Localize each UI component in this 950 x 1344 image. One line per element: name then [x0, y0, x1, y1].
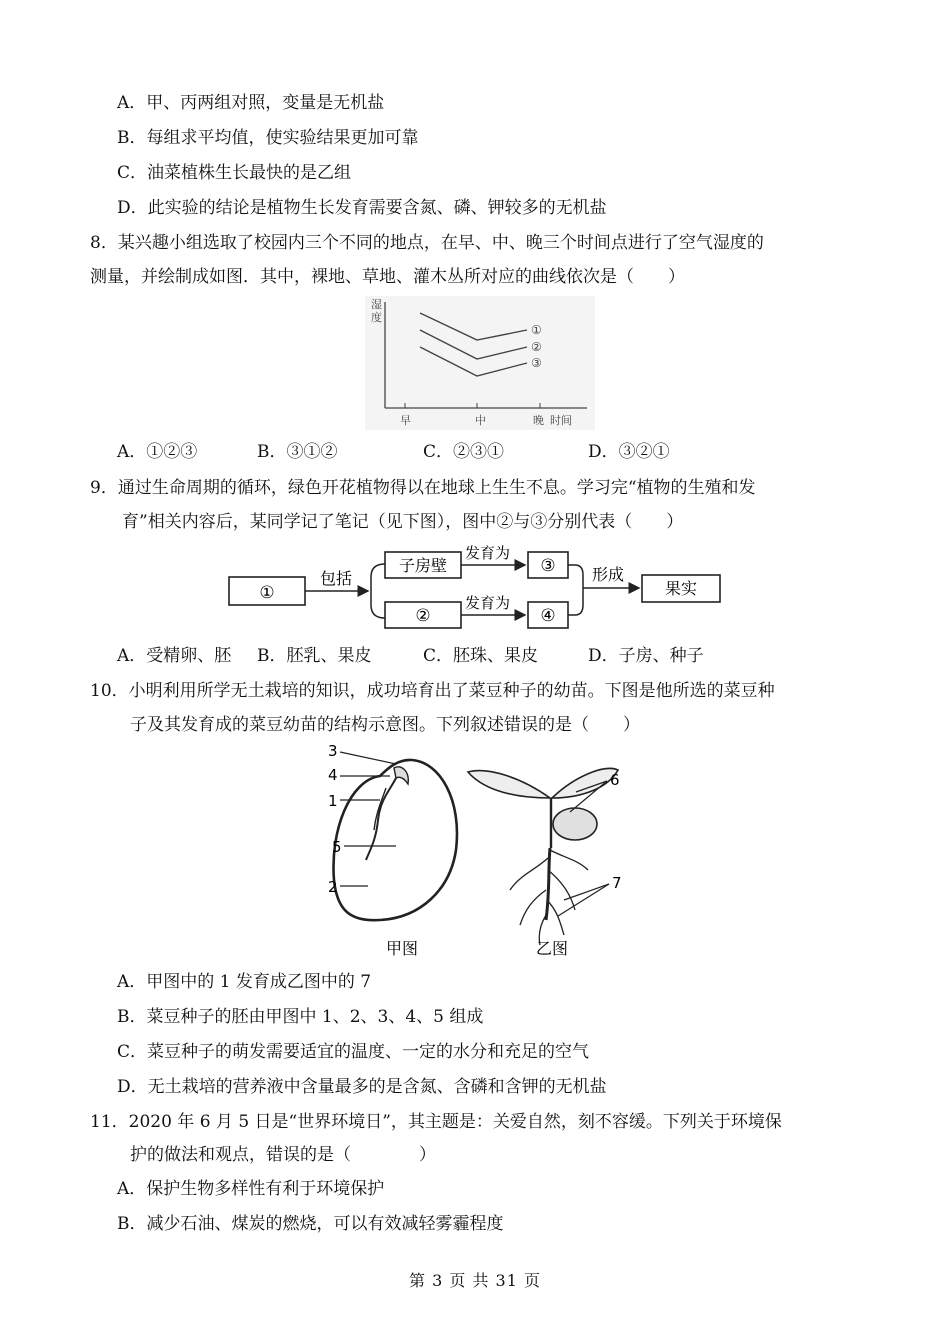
box-start-label: ① [259, 583, 275, 603]
caption-right: 乙图 [536, 939, 569, 958]
seed-label-1: 1 [328, 792, 338, 810]
q8-stem-line1: 8．某兴趣小组选取了校园内三个不同的地点，在早、中、晚三个时间点进行了空气湿度的 [90, 233, 764, 253]
q10-option-d: D．无土栽培的营养液中含量最多的是含氮、含磷和含钾的无机盐 [117, 1077, 607, 1097]
include-label: 包括 [320, 569, 353, 588]
x-tick-label-noon: 中 [475, 414, 486, 427]
q9-option-c: C．胚珠、果皮 [423, 646, 539, 666]
seed-coat [333, 760, 457, 920]
q7-option-d: D．此实验的结论是植物生长发育需要含氮、磷、钾较多的无机盐 [117, 198, 607, 218]
y-label-bottom: 度 [371, 311, 382, 324]
q7-option-b: B．每组求平均值，使实验结果更加可靠 [117, 128, 419, 148]
leaf-left [468, 771, 550, 798]
cotyledon [553, 808, 597, 840]
box-4-label: ④ [540, 606, 556, 626]
humidity-chart [365, 296, 595, 430]
develop-label-1: 发育为 [465, 544, 511, 562]
flower-development-diagram [225, 540, 725, 635]
bracket [371, 564, 385, 618]
q8-option-b: B．③①② [257, 442, 338, 462]
q9-option-d: D．子房、种子 [588, 646, 704, 666]
q7-option-a: A．甲、丙两组对照，变量是无机盐 [117, 93, 385, 113]
leaf-right [552, 768, 618, 798]
seed-label-2: 2 [328, 878, 338, 896]
q8-option-c: C．②③① [423, 442, 505, 462]
box-fruit-label: 果实 [664, 579, 698, 598]
box-3-label: ③ [540, 556, 556, 576]
develop-label-2: 发育为 [465, 594, 511, 612]
chart-background [365, 296, 595, 430]
q8-option-a: A．①②③ [117, 442, 198, 462]
seedling-label-7: 7 [612, 874, 622, 892]
q10-option-a: A．甲图中的 1 发育成乙图中的 7 [117, 972, 372, 992]
bean-seed-figure [320, 740, 640, 962]
q10-option-c: C．菜豆种子的萌发需要适宜的温度、一定的水分和充足的空气 [117, 1042, 590, 1062]
plumule [394, 767, 408, 784]
leader-3 [340, 752, 396, 764]
x-tick-label-evening: 晚 [533, 414, 544, 427]
curve-label-1: ① [531, 323, 542, 337]
q11-option-b: B．减少石油、煤炭的燃烧，可以有效减轻雾霾程度 [117, 1214, 504, 1234]
box-2-label: ② [415, 606, 431, 626]
page-footer: 第 3 页 共 31 页 [409, 1271, 541, 1290]
curve-label-2: ② [531, 340, 542, 354]
x-tick-label-early: 早 [400, 414, 411, 427]
q11-option-a: A．保护生物多样性有利于环境保护 [117, 1179, 385, 1199]
q10-stem-line1: 10．小明利用所学无土栽培的知识，成功培育出了菜豆种子的幼苗。下图是他所选的菜豆种 [90, 681, 775, 701]
box-ovary-wall-label: 子房壁 [398, 556, 448, 575]
q8-stem-line2: 测量，并绘制成如图．其中，裸地、草地、灌木丛所对应的曲线依次是（ ） [90, 267, 685, 287]
q9-stem-line2: 育”相关内容后，某同学记了笔记（见下图），图中②与③分别代表（ ） [122, 512, 684, 532]
q10-option-b: B．菜豆种子的胚由甲图中 1、2、3、4、5 组成 [117, 1007, 484, 1027]
y-label-top: 湿 [371, 298, 382, 311]
x-axis-label: 时间 [550, 414, 572, 427]
caption-left: 甲图 [386, 939, 419, 958]
radicle-hypocotyl [366, 778, 396, 860]
seed-label-4: 4 [328, 766, 338, 784]
merge-bracket [568, 565, 583, 615]
q11-stem-line2: 护的做法和观点，错误的是（ ） [130, 1145, 436, 1165]
curve-label-3: ③ [531, 356, 542, 370]
seed-label-3: 3 [328, 742, 338, 760]
q9-stem-line1: 9．通过生命周期的循环，绿色开花植物得以在地球上生生不息。学习完“植物的生殖和发 [90, 478, 756, 498]
q7-option-c: C．油菜植株生长最快的是乙组 [117, 163, 352, 183]
seedling-label-6: 6 [610, 771, 620, 789]
seed-label-5: 5 [332, 838, 342, 856]
q11-stem-line1: 11．2020 年 6 月 5 日是“世界环境日”，其主题是：关爱自然，刻不容缓。下列关于环境保 [90, 1112, 782, 1132]
q9-option-b: B．胚乳、果皮 [257, 646, 372, 666]
q8-option-d: D．③②① [588, 442, 670, 462]
form-label: 形成 [592, 565, 625, 584]
q10-stem-line2: 子及其发育成的菜豆幼苗的结构示意图。下列叙述错误的是（ ） [130, 715, 640, 735]
q9-option-a: A．受精卵、胚 [117, 646, 232, 666]
